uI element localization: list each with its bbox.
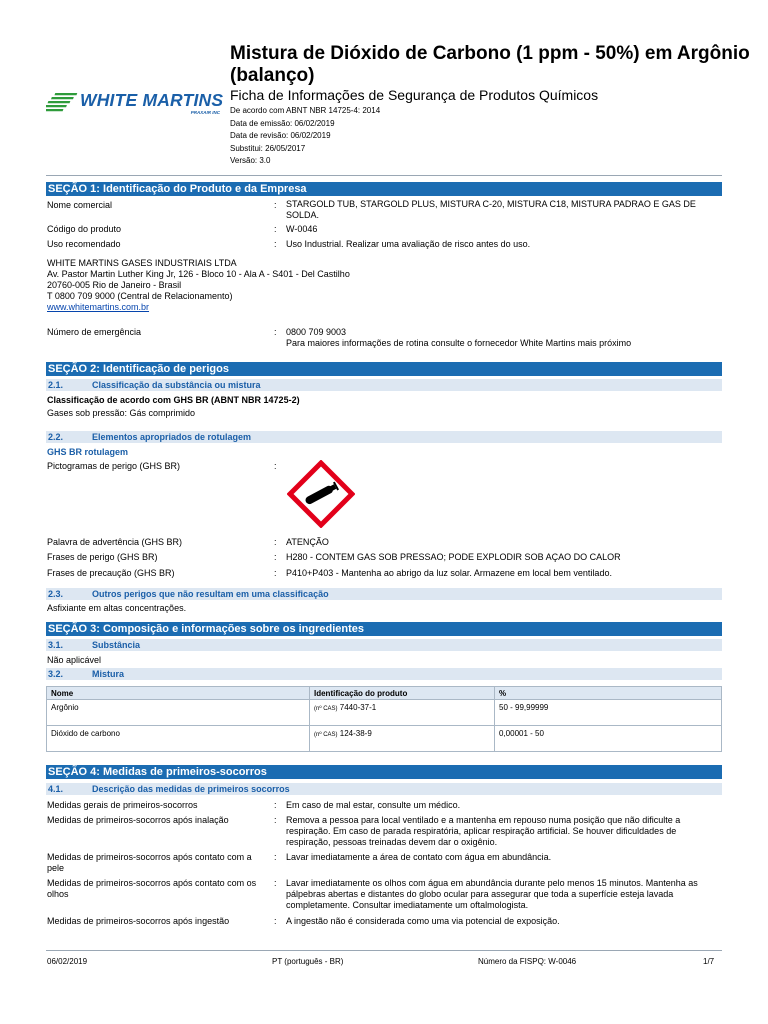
colon: :	[274, 461, 277, 471]
section-3-header: SEÇÃO 3: Composição e informações sobre os ingredientes	[46, 622, 722, 636]
colon: :	[274, 552, 277, 562]
meta-version: Versão: 3.0	[230, 156, 271, 165]
precautionary-statement-label: Frases de precaução (GHS BR)	[47, 568, 175, 578]
section-2-header: SEÇÃO 2: Identificação de perigos	[46, 362, 722, 376]
first-aid-inhalation-label: Medidas de primeiros-socorros após inalação	[47, 815, 229, 825]
footer-language: PT (português - BR)	[272, 957, 344, 966]
emergency-label: Número de emergência	[47, 327, 142, 337]
company-phone: T 0800 709 9000 (Central de Relacionamento)	[47, 291, 233, 301]
recommended-use-label: Uso recomendado	[47, 239, 121, 249]
colon: :	[274, 200, 277, 210]
subsection-2-3	[46, 588, 722, 600]
pictogram-label: Pictogramas de perigo (GHS BR)	[47, 461, 181, 471]
trade-name-value: STARGOLD TUB, STARGOLD PLUS, MISTURA C-20, MISTURA C18, MISTURA PADRAO E GAS DE SOLDA.	[286, 199, 696, 220]
ingredient-percent: 50 - 99,99999	[495, 700, 722, 726]
classification-heading: Classificação de acordo com GHS BR (ABNT NBR 14725-2)	[47, 395, 300, 405]
column-header-name: Nome	[47, 687, 310, 700]
section-1-header: SEÇÃO 1: Identificação do Produto e da Empresa	[46, 182, 722, 196]
first-aid-ingestion-value: A ingestão não é considerada como uma via potencial de exposição.	[286, 916, 560, 926]
subsection-number: 2.2.	[48, 432, 64, 442]
subsection-title: Elementos apropriados de rotulagem	[92, 432, 252, 442]
subsection-title: Substância	[92, 640, 141, 650]
subsection-title: Classificação da substância ou mistura	[92, 380, 261, 390]
footer-date: 06/02/2019	[47, 957, 88, 966]
column-header-product-id: Identificação do produto	[310, 687, 495, 700]
substance-text: Não aplicável	[47, 655, 102, 665]
white-martins-logo-icon	[46, 91, 82, 113]
meta-supersedes: Substitui: 26/05/2017	[230, 143, 306, 153]
cas-tag: (nº CAS)	[314, 732, 338, 738]
document-header	[0, 0, 768, 180]
subsection-3-2	[46, 668, 722, 680]
first-aid-skin-value: Lavar imediatamente a área de contato com água em abundância.	[286, 852, 552, 862]
emergency-note: Para maiores informações de rotina consulte o fornecedor White Martins mais próximo	[286, 338, 632, 348]
signal-word-value: ATENÇÃO	[286, 537, 329, 547]
hazard-statement-value: H280 - CONTEM GAS SOB PRESSAO; PODE EXPLODIR SOB AÇAO DO CALOR	[286, 552, 621, 562]
footer-divider	[46, 950, 722, 951]
ingredient-name: Dióxido de carbono	[47, 726, 310, 752]
subsection-title: Outros perigos que não resultam em uma classificação	[92, 589, 329, 599]
signal-word-label: Palavra de advertência (GHS BR)	[47, 537, 183, 547]
product-code-label: Código do produto	[47, 224, 122, 234]
company-website-link[interactable]: www.whitemartins.com.br	[47, 302, 150, 312]
colon: :	[274, 327, 277, 337]
subsection-2-1	[46, 379, 722, 391]
footer-document-number: Número da FISPQ: W-0046	[478, 957, 577, 966]
first-aid-eyes-label: Medidas de primeiros-socorros após contato com os olhos	[47, 878, 257, 899]
subsection-number: 2.1.	[48, 380, 64, 390]
ghs-labelling-heading: GHS BR rotulagem	[47, 447, 129, 457]
subsection-number: 3.2.	[48, 669, 64, 679]
mixture-table	[46, 686, 722, 752]
precautionary-statement-value: P410+P403 - Mantenha ao abrigo da luz solar. Armazene em local bem ventilado.	[286, 568, 612, 578]
company-name: WHITE MARTINS GASES INDUSTRIAIS LTDA	[47, 258, 237, 268]
section-4-header: SEÇÃO 4: Medidas de primeiros-socorros	[46, 765, 722, 779]
logo-wordmark: WHITE MARTINS	[80, 90, 224, 110]
ingredient-name: Argônio	[47, 700, 310, 726]
hazard-statement-label: Frases de perigo (GHS BR)	[47, 552, 158, 562]
subsection-number: 3.1.	[48, 640, 64, 650]
table-header-row	[47, 687, 722, 700]
footer-page-number: 1/7	[703, 957, 715, 966]
logo-subtext: PRAXAIR INC	[190, 110, 220, 115]
document-subtitle: Ficha de Informações de Segurança de Produtos Químicos	[230, 87, 599, 103]
table-row	[47, 726, 722, 752]
ghs04-gas-cylinder-icon	[287, 460, 355, 528]
document-title: Mistura de Dióxido de Carbono (1 ppm - 50%) em Argônio (balanço)	[230, 43, 750, 86]
document-meta	[230, 105, 380, 168]
subsection-3-1	[46, 639, 722, 651]
colon: :	[274, 239, 277, 249]
subsection-2-2	[46, 431, 722, 443]
colon: :	[274, 568, 277, 578]
emergency-number: 0800 709 9003	[286, 327, 347, 337]
colon: :	[274, 878, 277, 888]
ingredient-cas: 7440-37-1	[339, 703, 377, 712]
column-header-percent: %	[495, 687, 722, 700]
ingredient-cas-cell	[310, 700, 495, 726]
colon: :	[274, 815, 277, 825]
first-aid-general-value: Em caso de mal estar, consulte um médico.	[286, 800, 461, 810]
product-code-value: W-0046	[286, 224, 318, 234]
ingredient-cas-cell	[310, 726, 495, 752]
meta-revision-date: Data de revisão: 06/02/2019	[230, 131, 331, 140]
first-aid-skin-label: Medidas de primeiros-socorros após contato com a pele	[47, 852, 252, 873]
ingredient-percent: 0,00001 - 50	[495, 726, 722, 752]
table-row	[47, 700, 722, 726]
other-hazards-text: Asfixiante em altas concentrações.	[47, 603, 187, 613]
classification-text: Gases sob pressão: Gás comprimido	[47, 408, 196, 418]
company-city: 20760-005 Rio de Janeiro - Brasil	[47, 280, 182, 290]
first-aid-eyes-value: Lavar imediatamente os olhos com água em abundância durante pelo menos 15 minutos. Mantenha as pálpebras abertas e distantes do globo ocular para assegurar que toda a superfície esteja lavada completamente. Consultar imediatamente um oftalmologista.	[286, 878, 698, 910]
subsection-title: Mistura	[92, 669, 125, 679]
trade-name-label: Nome comercial	[47, 200, 113, 210]
first-aid-general-label: Medidas gerais de primeiros-socorros	[47, 800, 198, 810]
first-aid-ingestion-label: Medidas de primeiros-socorros após ingestão	[47, 916, 230, 926]
header-divider	[46, 175, 722, 176]
colon: :	[274, 800, 277, 810]
recommended-use-value: Uso Industrial. Realizar uma avaliação de risco antes do uso.	[286, 239, 531, 249]
first-aid-inhalation-value: Remova a pessoa para local ventilado e a mantenha em repouso numa posição que não dificulte a respiração. Em caso de parada respiratória, aplicar respiração artificial. Se houver dificuldades de respiração, pessoas treinadas devem dar o oxigênio.	[286, 815, 681, 847]
colon: :	[274, 916, 277, 926]
colon: :	[274, 537, 277, 547]
subsection-number: 4.1.	[48, 784, 64, 794]
company-logo	[46, 88, 224, 122]
subsection-4-1	[46, 783, 722, 795]
colon: :	[274, 852, 277, 862]
cas-tag: (nº CAS)	[314, 706, 338, 712]
subsection-title: Descrição das medidas de primeiros socorros	[92, 784, 290, 794]
meta-standard: De acordo com ABNT NBR 14725-4: 2014	[230, 106, 381, 115]
colon: :	[274, 224, 277, 234]
meta-issue-date: Data de emissão: 06/02/2019	[230, 118, 335, 128]
subsection-number: 2.3.	[48, 589, 64, 599]
ingredient-cas: 124-38-9	[339, 729, 372, 738]
company-address: Av. Pastor Martin Luther King Jr, 126 - Bloco 10 - Ala A - S401 - Del Castilho	[47, 269, 350, 279]
